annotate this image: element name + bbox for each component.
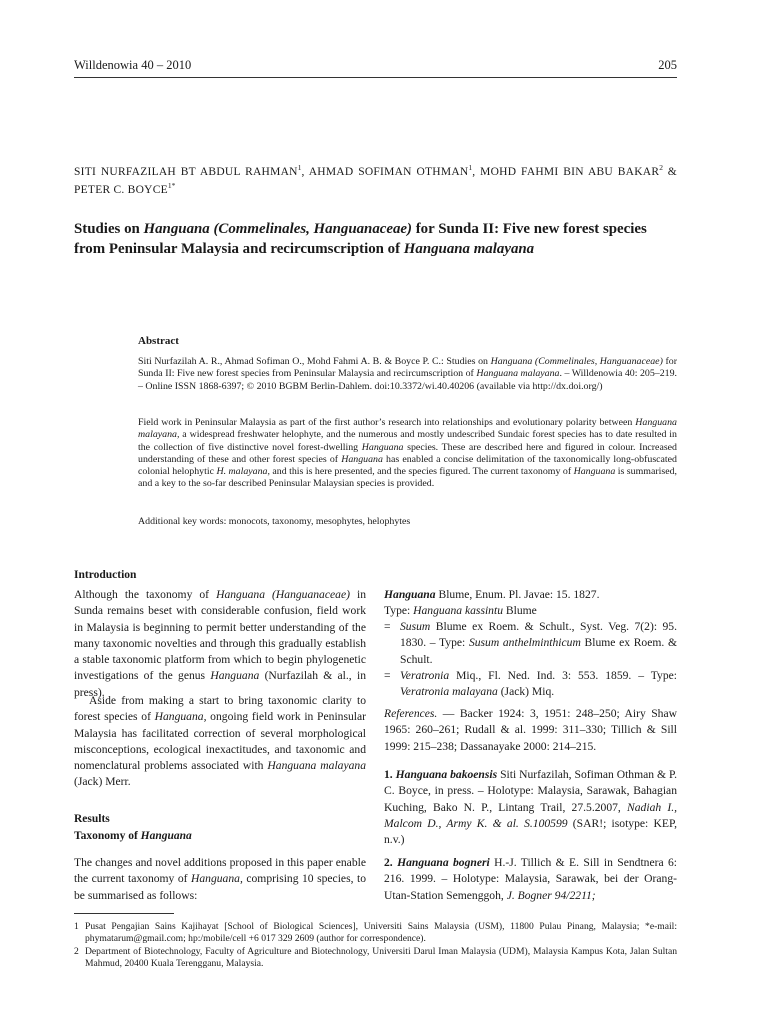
- results-paragraph: The changes and novel additions proposed in this paper enable the current taxonomy of Hanguana, comprising 10 species, to be summarised as follows:: [74, 856, 366, 902]
- author-list: SITI NURFAZILAH BT ABDUL RAHMAN$^1$, AHMAD SOFIMAN OTHMAN$^1$, MOHD FAHMI BIN ABU BAKAR$^2$ & PETER C. $BOYCE^{1*}$: [74, 163, 677, 196]
- taxonomy-subheading: Taxonomy of Hanguana: [74, 830, 192, 842]
- affiliation-mark: 2: [659, 163, 664, 173]
- introduction-heading: Introduction: [74, 569, 137, 581]
- synonym-entry: = Susum Blume ex Roem. & Schult., Syst. Veg. 7(2): 95. 1830. – Type: Susum anthelminthicum Blume ex Roem. & Schult.: [384, 619, 677, 668]
- footnote-number: 2: [74, 946, 79, 957]
- footnote: [74, 946, 677, 971]
- synonym-marker: =: [384, 620, 391, 633]
- footnote-text: Pusat Pengajian Sains Kajihayat [School of Biological Sciences], Universiti Sains Malaysia (USM), 11800 Pulau Pinang, Malaysia; *e-mail: phymatarum@gmail.com; hp:/mobile/cell +6 017 329 2609 (author for correspondence).: [85, 921, 677, 945]
- results-heading: Results: [74, 813, 110, 825]
- footnote-number: 1: [74, 921, 79, 932]
- species-entry: 2. Hanguana bogneri H.-J. Tillich & E. Sill in Sendtnera 6: 216. 1999. – Holotype: Malaysia, Sarawak, bei der Orang-Utan-Station Semenggoh, J. Bogner 94/2211;: [384, 856, 678, 902]
- page-number: 205: [658, 58, 677, 72]
- abstract-keywords: Additional key words: monocots, taxonomy, mesophytes, helophytes: [138, 516, 411, 527]
- affiliation-mark: 1*: [167, 181, 176, 191]
- abstract-body: Field work in Peninsular Malaysia as part of the first author’s research into relationships and evolutionary polarity between Hanguana malayana, a widespread freshwater helophyte, and the numerous and mostly undescribed Sundaic forest species has to date resulted in the collection of five distinctive novel forest-dwelling Hanguana species. These are described here and figured in colour. Increased understanding of these and other forest species of Hanguana has enabled a concise delimitation of the taxonomically long-obfuscated colonial helophytic H. malayana, and this is here presented, and the species figured. The current taxonomy of Hanguana is summarised, and a key to the so-far described Peninsular Malaysian species is provided.: [138, 417, 677, 490]
- affiliation-mark: 1: [468, 163, 473, 173]
- synonym-entry: = Veratronia Miq., Fl. Ned. Ind. 3: 553. 1859. – Type: Veratronia malayana (Jack) Miq.: [384, 668, 677, 701]
- author-name: MOHD FAHMI BIN ABU BAKAR: [480, 166, 660, 178]
- footnote-text: Department of Biotechnology, Faculty of Agriculture and Biotechnology, Universiti Darul Iman Malaysia (UDM), Malaysia Kampus Kota, Jalan Sultan Mahmud, 20400 Kuala Terengganu, Malaysia.: [85, 946, 677, 970]
- running-header: [74, 58, 677, 73]
- references-entry: References. — Backer 1924: 3, 1951: 248–250; Airy Shaw 1965: 260–261; Rudall & al. 1999: 311–330; Tillich & Sill 1999: 215–238; Dassanayake 2000: 214–215.: [384, 707, 677, 753]
- footnote: [74, 921, 677, 946]
- affiliation-mark: 1: [297, 163, 302, 173]
- genus-entry: Hanguana Blume, Enum. Pl. Javae: 15. 1827.: [384, 588, 600, 601]
- paper-title: Studies on Hanguana (Commelinales, Hanguanaceae) for Sunda II: Five new forest species from Peninsular Malaysia and recircumscription of Hanguana malayana: [74, 221, 647, 257]
- abstract-heading: Abstract: [138, 335, 179, 347]
- introduction-paragraph: Aside from making a start to bring taxonomic clarity to forest species of Hanguana, ongoing field work in Peninsular Malaysia has facilitated correction of several morphological misconceptions, ecological inexactitudes, and taxonomic and nomenclatural problems associated with Hanguana malayana (Jack) Merr.: [74, 694, 367, 789]
- author-name: SITI NURFAZILAH BT ABDUL RAHMAN: [74, 166, 298, 178]
- footnote-divider: [74, 913, 174, 914]
- genus-type: Type: Hanguana kassintu Blume: [384, 604, 537, 617]
- author-name: PETER C. BOYCE: [74, 184, 168, 196]
- synonym-marker: =: [384, 669, 391, 682]
- introduction-paragraph: Although the taxonomy of Hanguana (Hanguanaceae) in Sunda remains beset with considerable confusion, field work in Malaysia is beginning to permit better understanding of the many taxonomic novelties and through this gradually establish a stable taxonomic platform from which to begin phylogenetic investigations of the genus Hanguana (Nurfazilah & al., in press).: [74, 588, 367, 699]
- author-name: AHMAD SOFIMAN OTHMAN: [308, 166, 469, 178]
- species-entry: 1. Hanguana bakoensis Siti Nurfazilah, Sofiman Othman & P. C. Boyce, in press. – Holotype: Malaysia, Sarawak, Bahagian Kuching, Bako N. P., Lintang Trail, 27.5.2007, Nadiah I., Malcom D., Army K. & al. S.100599 (SAR!; isotype: KEP, n.v.): [384, 768, 678, 847]
- journal-reference: Willdenowia 40 – 2010: [74, 58, 192, 72]
- abstract-citation: Siti Nurfazilah A. R., Ahmad Sofiman O., Mohd Fahmi A. B. & Boyce P. C.: Studies on Hanguana (Commelinales, Hanguanaceae) for Sunda II: Five new forest species from Peninsular Malaysia and recircumscription of Hanguana malayana. – Willdenowia 40: 205–219. – Online ISSN 1868-6397; © 2010 BGBM Berlin-Dahlem. doi:10.3372/wi.40.40206 (available via http://dx.doi.org/): [138, 356, 678, 392]
- header-divider: [74, 77, 677, 78]
